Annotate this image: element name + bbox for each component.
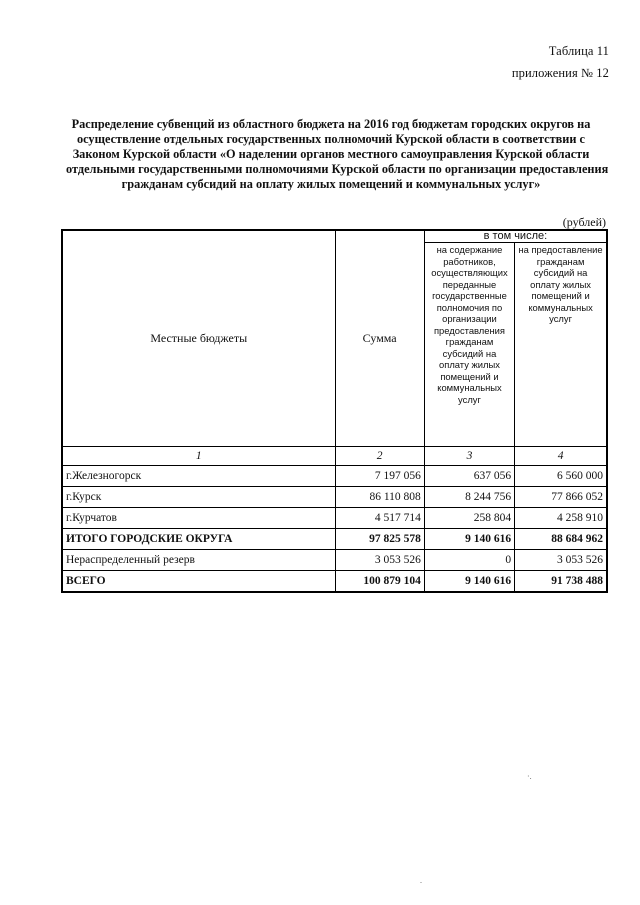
table-row bbox=[62, 466, 607, 487]
row-sum: 100 879 104 bbox=[335, 571, 424, 593]
row-staff-costs: 9 140 616 bbox=[424, 529, 514, 550]
row-name: Нераспределенный резерв bbox=[62, 550, 335, 571]
row-sum: 7 197 056 bbox=[335, 466, 424, 487]
row-staff-costs: 637 056 bbox=[424, 466, 514, 487]
row-sum: 86 110 808 bbox=[335, 487, 424, 508]
appendix-number: приложения № 12 bbox=[511, 66, 609, 80]
row-subsidies: 77 866 052 bbox=[515, 487, 607, 508]
document-title bbox=[66, 117, 609, 192]
column-number-row bbox=[62, 447, 607, 466]
title-line: отдельными государственными полномочиями Курской области по организации предоставления bbox=[66, 162, 609, 176]
title-line: Законом Курской области «О наделении органов местного самоуправления Курской области bbox=[72, 147, 590, 161]
row-name: ИТОГО ГОРОДСКИЕ ОКРУГА bbox=[62, 529, 335, 550]
row-staff-costs: 0 bbox=[424, 550, 514, 571]
total-row-city-districts bbox=[62, 529, 607, 550]
column-group-header: в том числе: bbox=[424, 230, 607, 243]
row-name: г.Курск bbox=[62, 487, 335, 508]
column-number: 3 bbox=[424, 447, 514, 466]
units-label: (рублей) bbox=[562, 215, 606, 229]
row-name: г.Железногорск bbox=[62, 466, 335, 487]
scan-speck: ·. bbox=[527, 772, 532, 781]
table-row bbox=[62, 508, 607, 529]
row-name: г.Курчатов bbox=[62, 508, 335, 529]
scan-speck: . bbox=[420, 876, 422, 885]
row-sum: 4 517 714 bbox=[335, 508, 424, 529]
row-staff-costs: 8 244 756 bbox=[424, 487, 514, 508]
table-number: Таблица 11 bbox=[548, 44, 609, 58]
column-header-staff-costs: на содержание работников, осуществляющих переданные государственные полномочия по организации предоставления гражданам субсидий на оплату жилых помещений и коммунальных услуг bbox=[424, 243, 514, 447]
table-row bbox=[62, 487, 607, 508]
column-header-local-budgets: Местные бюджеты bbox=[62, 230, 335, 447]
title-line: осуществление отдельных государственных полномочий Курской области в соответствии с bbox=[76, 132, 586, 146]
row-subsidies: 4 258 910 bbox=[515, 508, 607, 529]
column-number: 1 bbox=[62, 447, 335, 466]
row-subsidies: 91 738 488 bbox=[515, 571, 607, 593]
grand-total-row bbox=[62, 571, 607, 593]
column-header-sum: Сумма bbox=[335, 230, 424, 447]
column-header-subsidies: на предоставление гражданам субсидий на оплату жилых помещений и коммунальных услуг bbox=[515, 243, 607, 447]
row-staff-costs: 258 804 bbox=[424, 508, 514, 529]
row-sum: 97 825 578 bbox=[335, 529, 424, 550]
title-line: Распределение субвенций из областного бюджета на 2016 год бюджетам городских округов на bbox=[71, 117, 591, 131]
row-subsidies: 6 560 000 bbox=[515, 466, 607, 487]
row-name: ВСЕГО bbox=[62, 571, 335, 593]
row-subsidies: 88 684 962 bbox=[515, 529, 607, 550]
column-number: 4 bbox=[515, 447, 607, 466]
column-number: 2 bbox=[335, 447, 424, 466]
row-staff-costs: 9 140 616 bbox=[424, 571, 514, 593]
table-row bbox=[62, 550, 607, 571]
subvention-table bbox=[61, 229, 608, 593]
row-sum: 3 053 526 bbox=[335, 550, 424, 571]
title-line: гражданам субсидий на оплату жилых помещений и коммунальных услуг» bbox=[121, 177, 541, 191]
row-subsidies: 3 053 526 bbox=[515, 550, 607, 571]
